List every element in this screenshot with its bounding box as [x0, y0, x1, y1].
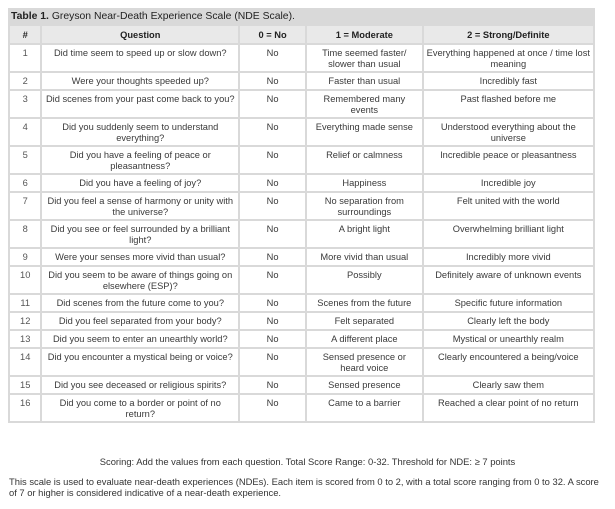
row-score-moderate: Everything made sense: [307, 119, 422, 145]
header-row: [10, 26, 593, 43]
table-row: [10, 349, 593, 375]
header-number: #: [10, 26, 40, 43]
row-score-no: No: [240, 119, 305, 145]
row-score-no: No: [240, 267, 305, 293]
row-question: Did you feel separated from your body?: [42, 313, 238, 329]
table-row: [10, 331, 593, 347]
row-question: Did you see or feel surrounded by a brilliant light?: [42, 221, 238, 247]
row-score-no: No: [240, 73, 305, 89]
row-question: Did time seem to speed up or slow down?: [42, 45, 238, 71]
row-question: Did you suddenly seem to understand everything?: [42, 119, 238, 145]
row-score-strong: Clearly encountered a being/voice: [424, 349, 593, 375]
row-score-strong: Clearly left the body: [424, 313, 593, 329]
scoring-line: Scoring: Add the values from each question. Total Score Range: 0-32. Threshold for NDE: ≥ 7 points: [99, 456, 516, 467]
row-score-moderate: Sensed presence: [307, 377, 422, 393]
row-score-moderate: Faster than usual: [307, 73, 422, 89]
row-score-moderate: Remembered many events: [307, 91, 422, 117]
row-number: 7: [10, 193, 40, 219]
row-score-moderate: Relief or calmness: [307, 147, 422, 173]
row-score-strong: Overwhelming brilliant light: [424, 221, 593, 247]
row-score-no: No: [240, 91, 305, 117]
row-score-strong: Everything happened at once / time lost meaning: [424, 45, 593, 71]
row-score-moderate: Happiness: [307, 175, 422, 191]
table-row: [10, 295, 593, 311]
row-score-strong: Incredible joy: [424, 175, 593, 191]
row-score-moderate: Time seemed faster/ slower than usual: [307, 45, 422, 71]
row-score-strong: Incredible peace or pleasantness: [424, 147, 593, 173]
row-number: 4: [10, 119, 40, 145]
table-row: [10, 45, 593, 71]
table-row: [10, 73, 593, 89]
table-row: [10, 193, 593, 219]
row-number: 1: [10, 45, 40, 71]
row-score-no: No: [240, 331, 305, 347]
row-score-moderate: Came to a barrier: [307, 395, 422, 421]
header-no: 0 = No: [240, 26, 305, 43]
row-question: Did you seem to be aware of things going on elsewhere (ESP)?: [42, 267, 238, 293]
row-number: 14: [10, 349, 40, 375]
table-row: [10, 267, 593, 293]
row-score-no: No: [240, 249, 305, 265]
row-score-strong: Understood everything about the universe: [424, 119, 593, 145]
row-score-strong: Past flashed before me: [424, 91, 593, 117]
row-question: Did you have a feeling of peace or pleasantness?: [42, 147, 238, 173]
table-title: Greyson Near-Death Experience Scale (NDE Scale).: [51, 11, 295, 22]
row-score-no: No: [240, 349, 305, 375]
row-score-no: No: [240, 193, 305, 219]
row-score-moderate: More vivid than usual: [307, 249, 422, 265]
row-score-moderate: Sensed presence or heard voice: [307, 349, 422, 375]
row-score-no: No: [240, 175, 305, 191]
row-score-moderate: Possibly: [307, 267, 422, 293]
row-score-no: No: [240, 221, 305, 247]
table-row: [10, 221, 593, 247]
row-question: Did you feel a sense of harmony or unity with the universe?: [42, 193, 238, 219]
table-row: [10, 147, 593, 173]
row-question: Were your senses more vivid than usual?: [42, 249, 238, 265]
row-score-strong: Reached a clear point of no return: [424, 395, 593, 421]
row-number: 3: [10, 91, 40, 117]
row-score-strong: Mystical or unearthly realm: [424, 331, 593, 347]
table-row: [10, 119, 593, 145]
row-score-moderate: Scenes from the future: [307, 295, 422, 311]
table-row: [10, 313, 593, 329]
footnote: This scale is used to evaluate near-death experiences (NDEs). Each item is scored from 0 to 2, with a total score ranging from 0 to 32. A score of 7 or higher is considered indicative of a near-death experience.: [9, 476, 599, 498]
row-question: Did you encounter a mystical being or voice?: [42, 349, 238, 375]
row-number: 2: [10, 73, 40, 89]
nde-scale-table: [8, 24, 595, 423]
row-number: 12: [10, 313, 40, 329]
row-question: Did you seem to enter an unearthly world?: [42, 331, 238, 347]
row-score-no: No: [240, 147, 305, 173]
row-score-moderate: No separation from surroundings: [307, 193, 422, 219]
nde-scale-table-container: [8, 8, 595, 423]
table-caption: [8, 8, 595, 25]
row-number: 8: [10, 221, 40, 247]
header-question: Question: [42, 26, 238, 43]
row-score-no: No: [240, 377, 305, 393]
row-score-strong: Clearly saw them: [424, 377, 593, 393]
row-score-strong: Incredibly more vivid: [424, 249, 593, 265]
row-number: 16: [10, 395, 40, 421]
table-row: [10, 249, 593, 265]
row-question: Did you have a feeling of joy?: [42, 175, 238, 191]
row-question: Were your thoughts speeded up?: [42, 73, 238, 89]
row-question: Did scenes from your past come back to you?: [42, 91, 238, 117]
row-score-moderate: A different place: [307, 331, 422, 347]
table-row: [10, 377, 593, 393]
row-question: Did you come to a border or point of no return?: [42, 395, 238, 421]
row-score-moderate: A bright light: [307, 221, 422, 247]
row-number: 5: [10, 147, 40, 173]
row-number: 13: [10, 331, 40, 347]
row-score-no: No: [240, 395, 305, 421]
table-row: [10, 395, 593, 421]
row-score-no: No: [240, 295, 305, 311]
row-number: 6: [10, 175, 40, 191]
row-score-no: No: [240, 45, 305, 71]
row-score-strong: Definitely aware of unknown events: [424, 267, 593, 293]
table-row: [10, 175, 593, 191]
header-moderate: 1 = Moderate: [307, 26, 422, 43]
header-strong: 2 = Strong/Definite: [424, 26, 593, 43]
row-number: 10: [10, 267, 40, 293]
table-row: [10, 91, 593, 117]
table-label: Table 1.: [11, 11, 49, 22]
row-score-moderate: Felt separated: [307, 313, 422, 329]
row-number: 11: [10, 295, 40, 311]
row-score-strong: Felt united with the world: [424, 193, 593, 219]
row-question: Did you see deceased or religious spirits?: [42, 377, 238, 393]
row-question: Did scenes from the future come to you?: [42, 295, 238, 311]
row-number: 9: [10, 249, 40, 265]
row-score-strong: Specific future information: [424, 295, 593, 311]
table-body: [10, 45, 593, 421]
row-number: 15: [10, 377, 40, 393]
row-score-strong: Incredibly fast: [424, 73, 593, 89]
row-score-no: No: [240, 313, 305, 329]
